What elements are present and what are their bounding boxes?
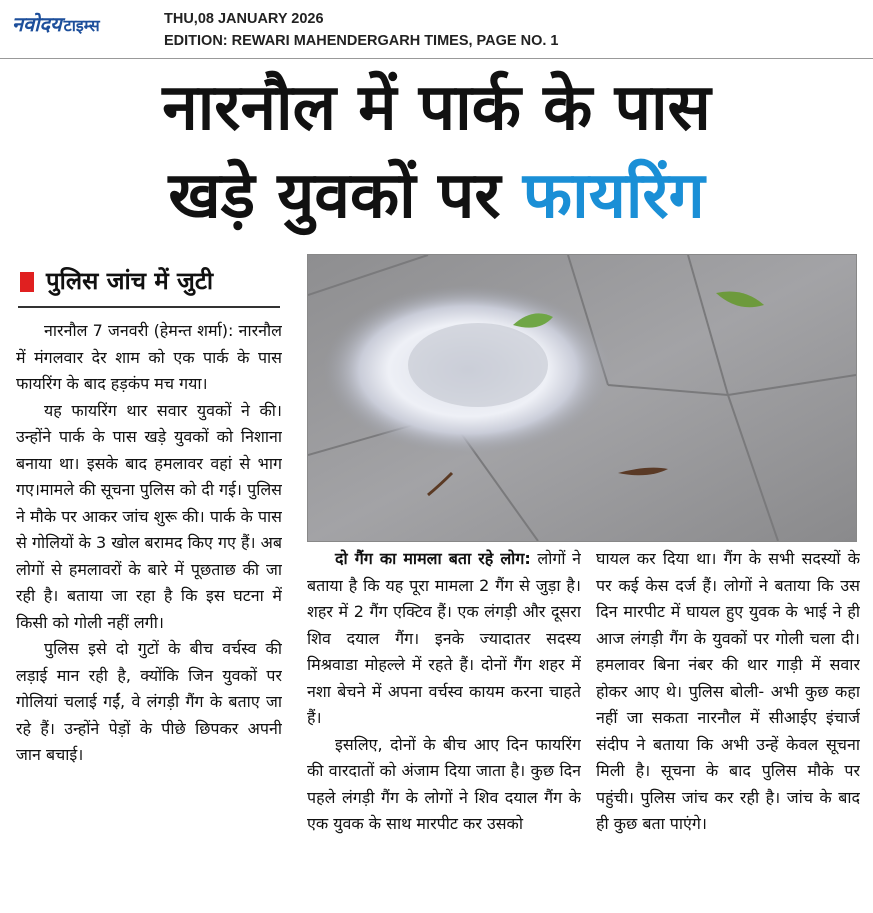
edition-line: EDITION: REWARI MAHENDERGARH TIMES, PAGE NO. 1 [164,33,559,49]
subheading [18,256,280,308]
paragraph: नारनौल 7 जनवरी (हेमन्त शर्मा): नारनौल में मंगलवार देर शाम को एक पार्क के पास फायरिंग के बाद हड़कंप मच गया। [16,321,282,393]
article-column-3 [596,546,860,912]
article-column-1 [16,318,282,908]
red-square-marker [20,272,34,292]
paragraph: घायल कर दिया था। गैंग के सभी सदस्यों के पर कई केस दर्ज हैं। लोगों ने बताया कि उस दिन मारपीट में घायल हुए युवक के भाई ने ही आज लंगड़ी गैंग के युवकों पर गोली चला दी। हमलावर बिना नंबर की थार गाड़ी में सवार होकर आए थे। पुलिस बोली- अभी कुछ कहा नहीं जा सकता नारनौल में सीआईए इंचार्ज संदीप ने बताया कि अभी उन्हें केवल सूचना मिली है। सूचना के बाद पुलिस मौके पर पहुंची। पुलिस जांच कर रही है। जांच के बाद ही कुछ बता पाएंगे। [596,549,860,833]
paragraph: यह फायरिंग थार सवार युवकों ने की। उन्होंने पार्क के पास खड़े युवकों को निशाना बनाया था। इसके बाद हमलावर वहां से भाग गए।मामले की सूचना पुलिस को दी गई। पुलिस ने मौके पर आकर जांच शुरू की। पार्क के पास से गोलियों के 3 खोल बरामद किए गए हैं। अब लोगों से हमलावरों के बारे में पूछताछ की जा रही है। बताया जा रहा है कि इस घटना में किसी को गोली नहीं लगी। [16,400,282,632]
paragraph: पुलिस इसे दो गुटों के बीच वर्चस्व की लड़ाई मान रही है, क्योंकि जिन युवकों पर गोलियां चलाई गईं, वे लंगड़ी गैंग के बताए जा रहे हैं। उन्होंने पेड़ों के पीछे छिपकर अपनी जान बचाई। [16,639,282,764]
headline-highlight: फायरिंग [522,159,705,233]
headline-line-2-text: खड़े युवकों पर [168,159,523,233]
headline-line-2 [0,152,873,240]
headline-line-1: नारनौल में पार्क के पास [162,71,711,145]
newspaper-logo [12,10,100,36]
news-photo [307,254,857,542]
paragraph: इसलिए, दोनों के बीच आए दिन फायरिंग की वारदातों को अंजाम दिया जाता है। कुछ दिन पहले लंगड़ी गैंग के लोगों ने शिव दयाल गैंग के एक युवक के साथ मारपीट कर उसको [307,734,581,833]
paragraph-text: लोगों ने बताया है कि यह पूरा मामला 2 गैंग से जुड़ा है। शहर में 2 गैंग एक्टिव हैं। एक लंगड़ी और दूसरा शिव दयाल गैंग। इनके ज्यादातर सदस्य मिश्रवाडा मोहल्ले में रहते हैं। दोनों गैंग शहर में नशा बेचने में अपना वर्चस्व कायम करना चाहते हैं। [307,549,581,727]
photo-illustration [308,255,856,541]
edition-info [164,8,558,52]
article-column-2 [307,546,581,912]
date-line: THU,08 JANUARY 2026 [164,11,324,27]
subheading-text: पुलिस जांच में जुटी [46,267,214,295]
masthead-bar [0,0,873,59]
logo-sub: टाइम्स [63,16,100,35]
section-lead: दो गैंग का मामला बता रहे लोग: [335,549,531,568]
paragraph [307,546,581,732]
headline [0,64,873,240]
logo-main: नवोदय [12,12,62,36]
